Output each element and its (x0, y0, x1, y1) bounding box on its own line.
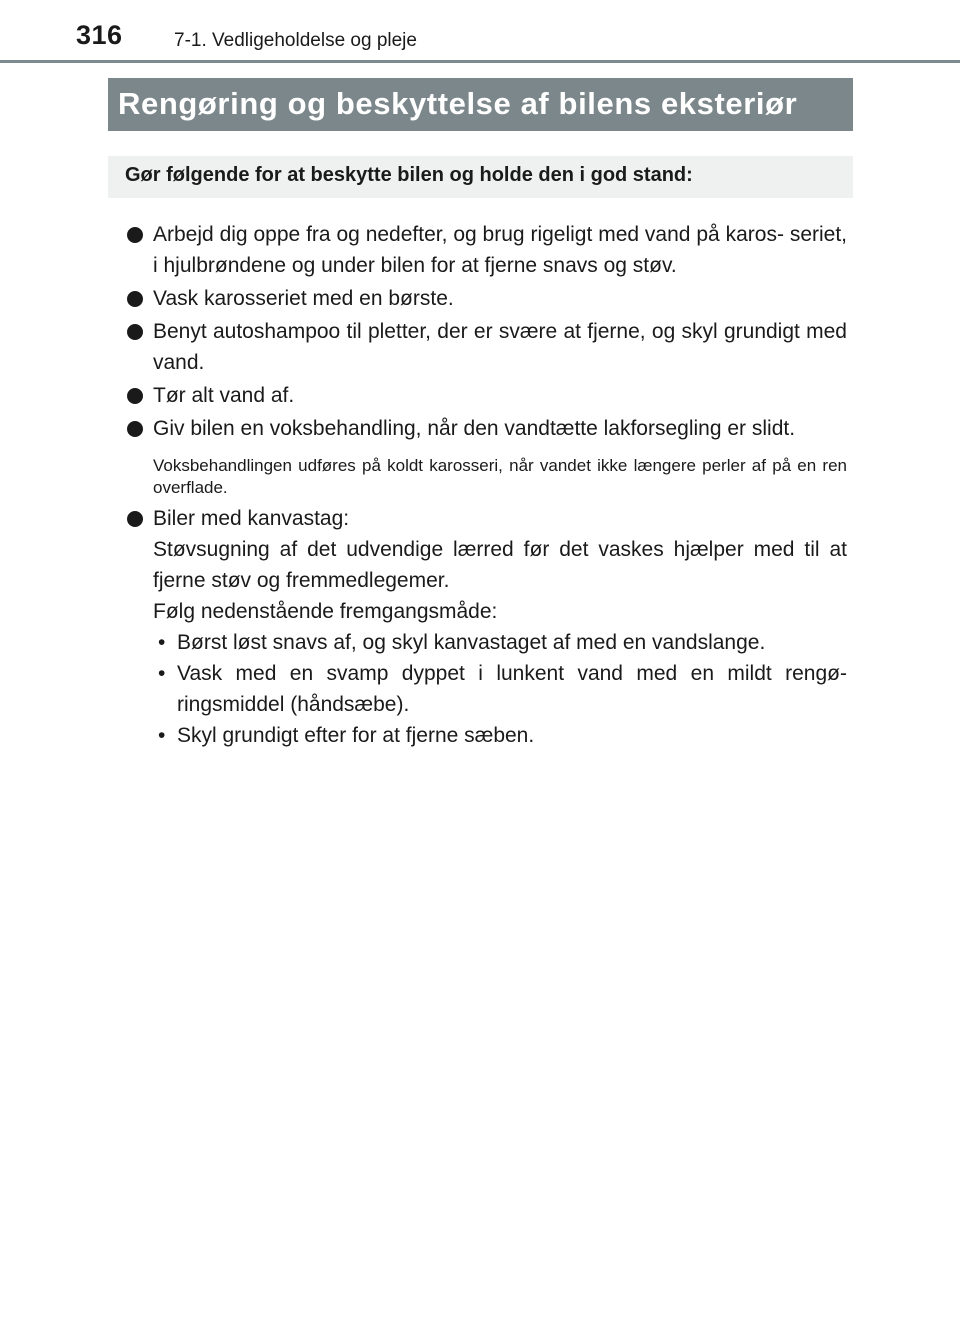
title-banner (108, 78, 853, 131)
bullet-text: Vask karosseriet med en børste. (153, 287, 454, 310)
main-content (127, 219, 847, 751)
bullet-icon (127, 421, 143, 437)
procedure-steps (153, 627, 847, 751)
section-label: 7-1. Vedligeholdelse og pleje (174, 30, 417, 51)
small-dot-icon: • (158, 662, 166, 685)
page-title: Rengøring og beskyttelse af bilens eksteriør (118, 86, 798, 121)
intro-box (108, 156, 853, 198)
canvas-procedure-intro: Følg nedenstående fremgangsmåde: (153, 600, 498, 623)
procedure-step (153, 720, 847, 751)
procedure-step (153, 658, 847, 720)
procedure-step-text: Vask med en svamp dyppet i lunkent vand med en mildt rengø- ringsmiddel (håndsæbe). (177, 662, 847, 716)
bullet-text: Giv bilen en voksbehandling, når den vandtætte lakforsegling er slidt. (153, 417, 796, 440)
procedure-step-text: Børst løst snavs af, og skyl kanvastaget af med en vandslange. (177, 631, 766, 654)
header-divider (0, 60, 960, 63)
bullet-icon (127, 388, 143, 404)
wax-note: Voksbehandlingen udføres på koldt karosseri, når vandet ikke længere perler af på en ren overflade. (153, 456, 847, 497)
canvas-heading: Biler med kanvastag: (153, 507, 350, 530)
small-dot-icon: • (158, 724, 166, 747)
list-item (127, 219, 847, 281)
bullet-text: Tør alt vand af. (153, 384, 295, 407)
bullet-icon (127, 511, 143, 527)
small-dot-icon: • (158, 631, 166, 654)
bullet-icon (127, 324, 143, 340)
bullet-icon (127, 291, 143, 307)
page-header (0, 0, 960, 62)
bullet-text: Arbejd dig oppe fra og nedefter, og brug rigeligt med vand på karos- seriet, i hjulbrøndene og under bilen for at fjerne snavs og støv. (153, 223, 847, 277)
procedure-step-text: Skyl grundigt efter for at fjerne sæben. (177, 724, 535, 747)
page-number: 316 (76, 20, 123, 50)
list-item (127, 283, 847, 314)
intro-text: Gør følgende for at beskytte bilen og holde den i god stand: (125, 164, 693, 186)
bullet-icon (127, 227, 143, 243)
procedure-step (153, 627, 847, 658)
canvas-paragraph: Støvsugning af det udvendige lærred før det vaskes hjælper med til at fjerne støv og fremmedlegemer. (153, 538, 847, 592)
list-item-canvas-top (127, 503, 847, 751)
list-item (127, 413, 847, 444)
list-item (127, 380, 847, 411)
bullet-text: Benyt autoshampoo til pletter, der er svære at fjerne, og skyl grundigt med vand. (153, 320, 847, 374)
list-item (127, 316, 847, 378)
